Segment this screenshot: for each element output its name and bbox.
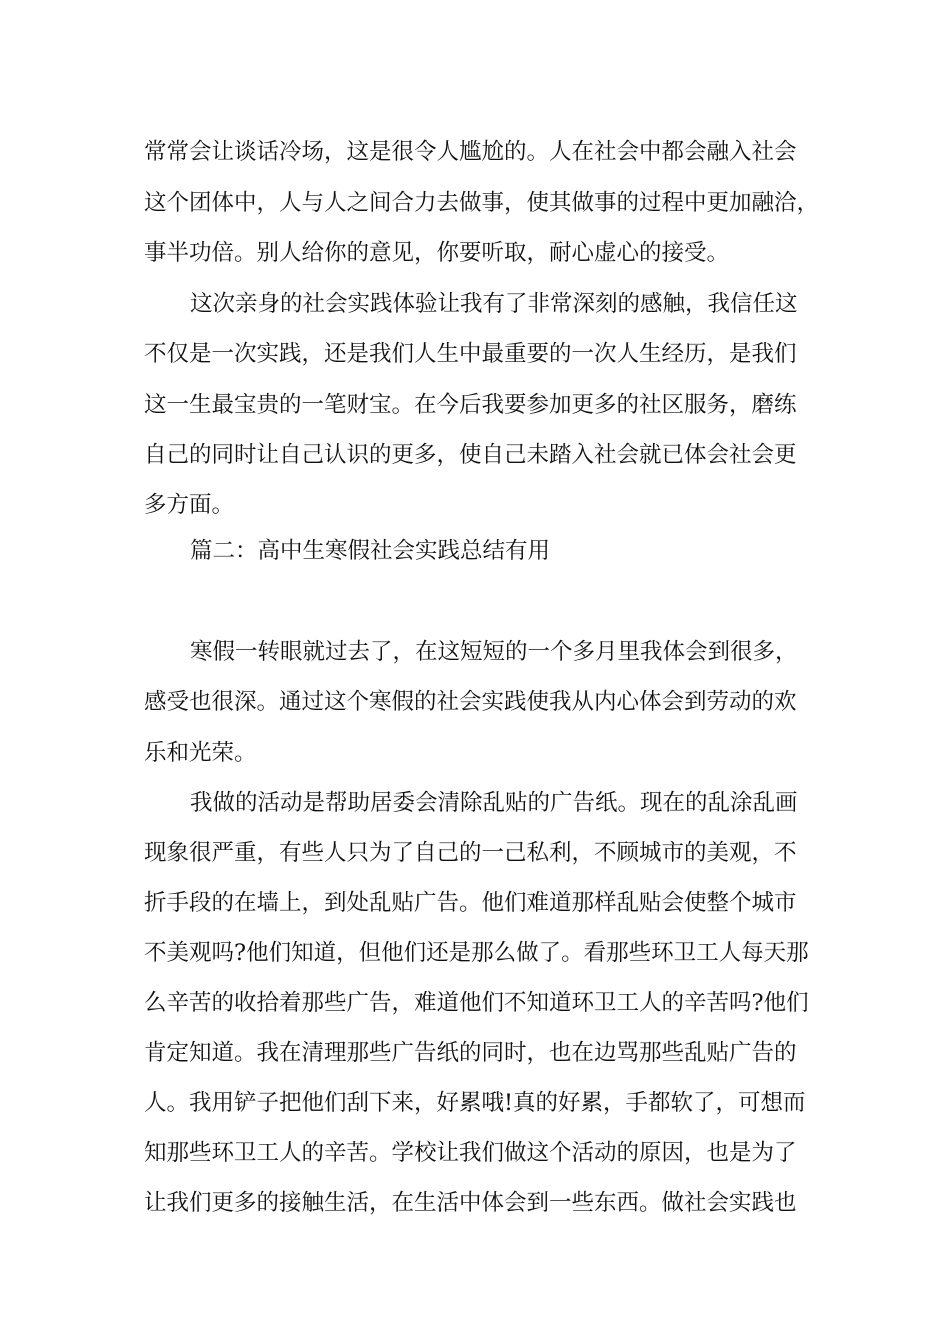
paragraph-line: 这个团体中，人与人之间合力去做事，使其做事的过程中更加融洽， [144,190,820,216]
paragraph-line: 么辛苦的收拾着那些广告，难道他们不知道环卫工人的辛苦吗?他们 [144,990,809,1016]
paragraph-line: 寒假一转眼就过去了，在这短短的一个多月里我体会到很多， [190,639,798,665]
paragraph-line: 肯定知道。我在清理那些广告纸的同时，也在边骂那些乱贴广告的 [144,1040,797,1066]
paragraph-line: 人。我用铲子把他们刮下来，好累哦!真的好累，手都软了，可想而 [144,1090,806,1116]
paragraph-line: 现象很严重，有些人只为了自己的一己私利，不顾城市的美观，不 [144,840,797,866]
paragraph-line: 不仅是一次实践，还是我们人生中最重要的一次人生经历，是我们 [144,341,797,367]
paragraph-line: 乐和光荣。 [144,740,257,766]
paragraph-line: 这一生最宝贵的一笔财宝。在今后我要参加更多的社区服务，磨练 [144,392,797,418]
paragraph-line: 让我们更多的接触生活，在生活中体会到一些东西。做社会实践也 [144,1190,797,1216]
paragraph-line: 知那些环卫工人的辛苦。学校让我们做这个活动的原因，也是为了 [144,1140,797,1166]
paragraph-line: 不美观吗?他们知道，但他们还是那么做了。看那些环卫工人每天那 [144,940,809,966]
paragraph-line: 这次亲身的社会实践体验让我有了非常深刻的感触，我信任这 [190,291,798,317]
paragraph-line: 折手段的在墙上，到处乱贴广告。他们难道那样乱贴会使整个城市 [144,890,797,916]
section-heading: 篇二：高中生寒假社会实践总结有用 [190,538,551,564]
paragraph-line: 常常会让谈话冷场，这是很令人尴尬的。人在社会中都会融入社会 [144,139,797,165]
paragraph-line: 事半功倍。别人给你的意见，你要听取，耐心虚心的接受。 [144,240,730,266]
paragraph-line: 多方面。 [144,492,235,518]
paragraph-line: 自己的同时让自己认识的更多，使自己未踏入社会就已体会社会更 [144,442,797,468]
paragraph-line: 感受也很深。通过这个寒假的社会实践使我从内心体会到劳动的欢 [144,689,797,715]
paragraph-line: 我做的活动是帮助居委会清除乱贴的广告纸。现在的乱涂乱画 [190,790,798,816]
